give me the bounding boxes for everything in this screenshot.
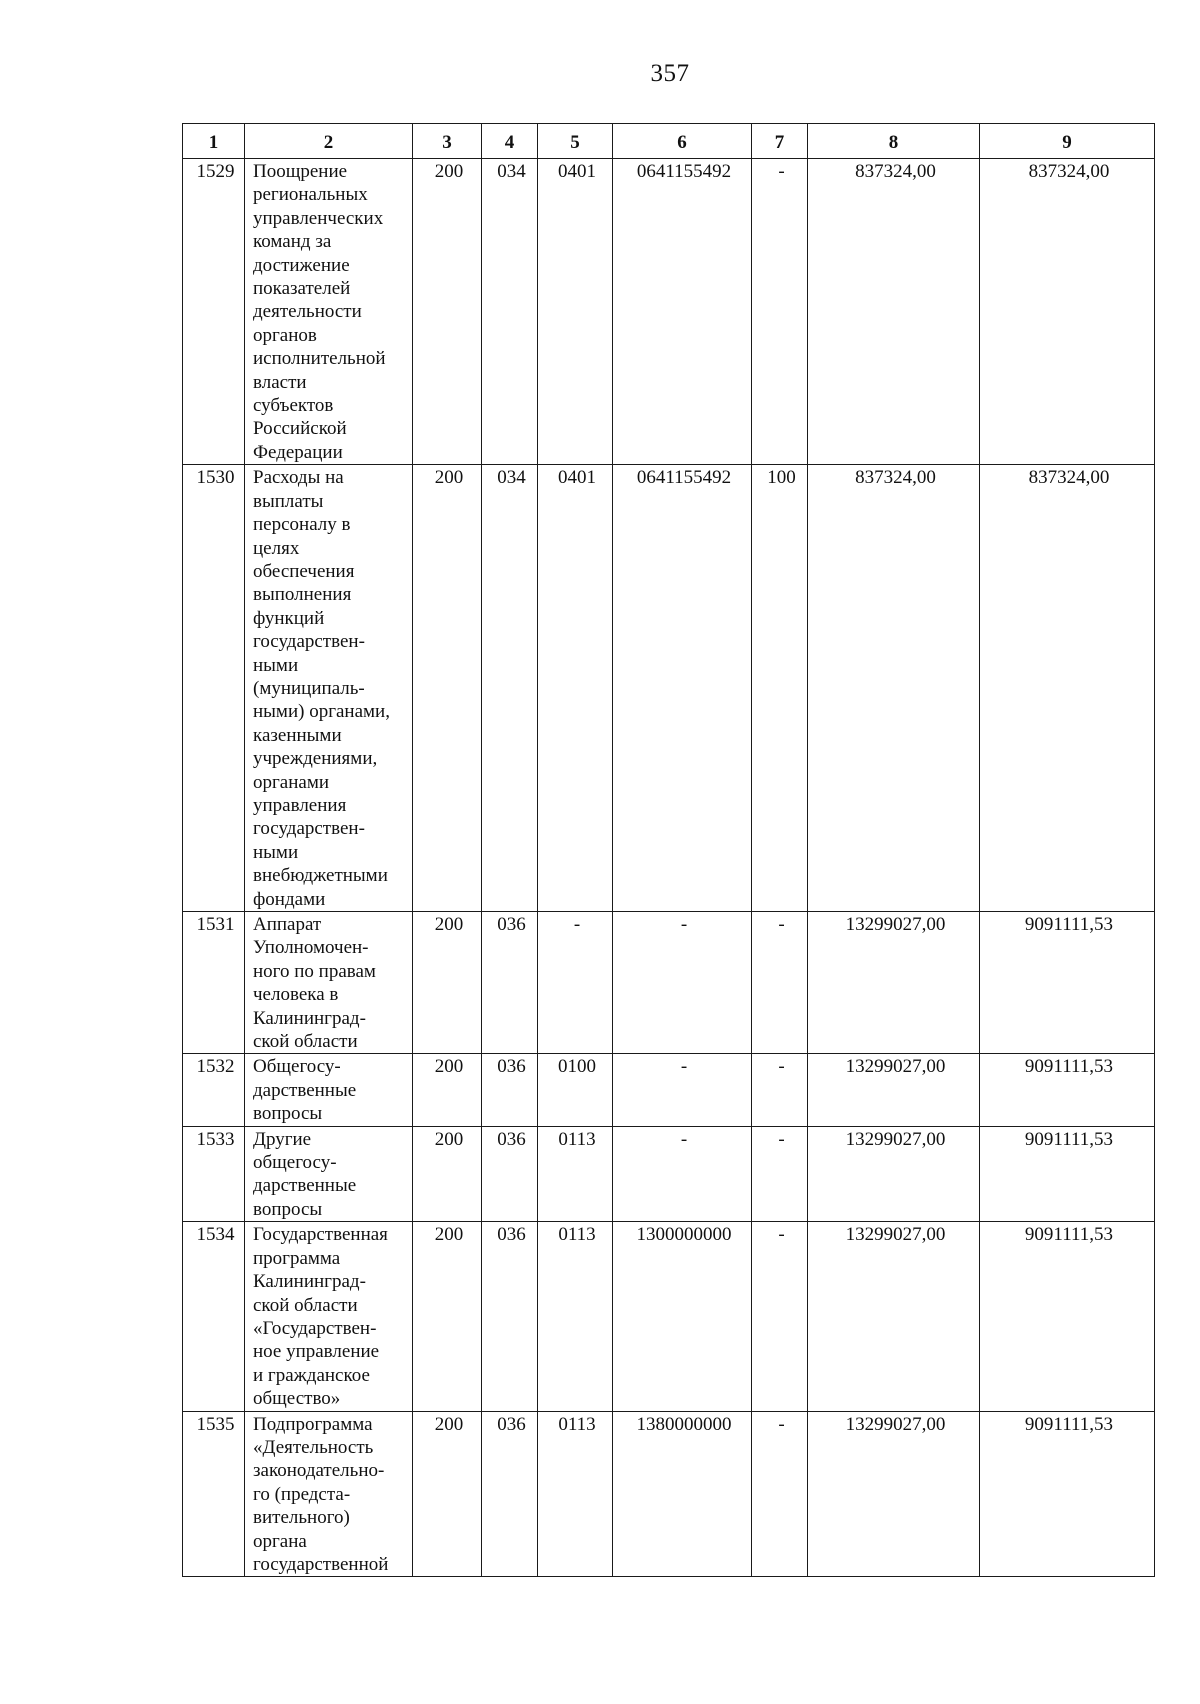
cell-col6: - xyxy=(613,1126,752,1222)
cell-col3: 200 xyxy=(413,159,482,465)
item-name-line: вительного) xyxy=(253,1507,350,1529)
item-name-line: вопросы xyxy=(253,1103,323,1125)
item-name-line: Уполномочен- xyxy=(253,937,369,959)
item-name-line: государствен- xyxy=(253,631,365,653)
cell-col5: 0113 xyxy=(538,1126,613,1222)
cell-col5: 0113 xyxy=(538,1222,613,1411)
cell-col3: 200 xyxy=(413,912,482,1054)
page-number: 357 xyxy=(650,60,690,87)
cell-col3: 200 xyxy=(413,465,482,912)
cell-col3: 200 xyxy=(413,1222,482,1411)
item-name-line: общегосу- xyxy=(253,1152,337,1174)
item-name-line: органов xyxy=(253,324,317,346)
item-name-line: персоналу в xyxy=(253,514,351,536)
amount-cell-col9: 9091111,53 xyxy=(980,1126,1155,1222)
item-name-line: Государственная xyxy=(253,1224,388,1246)
item-name-cell xyxy=(245,159,413,465)
item-name-line: управления xyxy=(253,794,347,816)
table-row xyxy=(183,465,1155,912)
column-header: 3 xyxy=(413,124,482,159)
cell-col6: 1300000000 xyxy=(613,1222,752,1411)
table-body xyxy=(183,159,1155,1577)
cell-col3: 200 xyxy=(413,1411,482,1577)
item-name-line: Федерации xyxy=(253,441,343,463)
item-name-cell xyxy=(245,1054,413,1126)
item-name-line: Калининград- xyxy=(253,1271,366,1293)
item-name-line: Аппарат xyxy=(253,914,322,935)
table-row xyxy=(183,159,1155,465)
item-name-line: выплаты xyxy=(253,490,324,512)
item-name-cell xyxy=(245,465,413,912)
item-name-line: Подпрограмма xyxy=(253,1413,373,1435)
amount-cell-col8: 13299027,00 xyxy=(808,912,980,1054)
cell-col3: 200 xyxy=(413,1054,482,1126)
amount-cell-col8: 13299027,00 xyxy=(808,1054,980,1126)
row-number-cell: 1530 xyxy=(183,465,245,912)
row-number-cell: 1533 xyxy=(183,1126,245,1222)
cell-col7: - xyxy=(752,912,808,1054)
item-name-line: деятельности xyxy=(253,301,362,323)
cell-col7: 100 xyxy=(752,465,808,912)
item-name-line: дарственные xyxy=(253,1079,357,1101)
cell-col6: - xyxy=(613,912,752,1054)
row-number-cell: 1529 xyxy=(183,159,245,465)
item-name-line: целях xyxy=(253,537,300,559)
item-name-line: дарственные xyxy=(253,1175,357,1197)
item-name-line: региональных xyxy=(253,184,368,206)
cell-col5: - xyxy=(538,912,613,1054)
item-name-line: Общегосу- xyxy=(253,1056,341,1078)
cell-col3: 200 xyxy=(413,1126,482,1222)
cell-col4: 034 xyxy=(482,465,538,912)
item-name-line: ными) органами, xyxy=(253,701,390,723)
column-header: 4 xyxy=(482,124,538,159)
amount-cell-col9: 9091111,53 xyxy=(980,1411,1155,1577)
item-name-line: человека в xyxy=(253,984,339,1006)
column-header: 9 xyxy=(980,124,1155,159)
column-header: 6 xyxy=(613,124,752,159)
amount-cell-col8: 13299027,00 xyxy=(808,1126,980,1222)
item-name-cell xyxy=(245,1411,413,1577)
cell-col5: 0401 xyxy=(538,159,613,465)
item-name-line: ской области xyxy=(253,1294,358,1316)
cell-col4: 036 xyxy=(482,1222,538,1411)
amount-cell-col8: 837324,00 xyxy=(808,465,980,912)
table-row xyxy=(183,912,1155,1054)
table-row xyxy=(183,1126,1155,1222)
item-name-line: ской области xyxy=(253,1031,358,1053)
item-name-line: органа xyxy=(253,1530,307,1552)
item-name-line: субъектов xyxy=(253,395,334,417)
amount-cell-col8: 13299027,00 xyxy=(808,1411,980,1577)
item-name-line: го (предста- xyxy=(253,1483,351,1505)
header-row xyxy=(183,124,1155,159)
column-header: 5 xyxy=(538,124,613,159)
item-name-line: показателей xyxy=(253,278,351,300)
item-name-line: выполнения xyxy=(253,584,352,606)
table-row xyxy=(183,1222,1155,1411)
cell-col4: 036 xyxy=(482,1054,538,1126)
item-name-line: законодательно- xyxy=(253,1460,385,1482)
row-number-cell: 1531 xyxy=(183,912,245,1054)
amount-cell-col8: 837324,00 xyxy=(808,159,980,465)
amount-cell-col9: 9091111,53 xyxy=(980,1054,1155,1126)
cell-col7: - xyxy=(752,159,808,465)
cell-col6: - xyxy=(613,1054,752,1126)
cell-col7: - xyxy=(752,1054,808,1126)
item-name-line: и гражданское xyxy=(253,1364,370,1386)
item-name-line: Российской xyxy=(253,418,347,440)
cell-col6: 1380000000 xyxy=(613,1411,752,1577)
item-name-line: Поощрение xyxy=(253,161,348,182)
row-number-cell: 1535 xyxy=(183,1411,245,1577)
cell-col5: 0113 xyxy=(538,1411,613,1577)
cell-col7: - xyxy=(752,1411,808,1577)
row-number-cell: 1534 xyxy=(183,1222,245,1411)
item-name-line: (муниципаль- xyxy=(253,677,365,699)
item-name-line: программа xyxy=(253,1247,341,1269)
item-name-line: государствен- xyxy=(253,818,365,840)
column-header: 2 xyxy=(245,124,413,159)
item-name-cell xyxy=(245,1126,413,1222)
item-name-cell xyxy=(245,1222,413,1411)
cell-col4: 036 xyxy=(482,1126,538,1222)
item-name-line: Калининград- xyxy=(253,1007,366,1029)
item-name-line: казенными xyxy=(253,724,342,746)
table-header xyxy=(183,124,1155,159)
item-name-line: «Государствен- xyxy=(253,1317,377,1339)
item-name-line: государственной xyxy=(253,1553,389,1575)
cell-col7: - xyxy=(752,1222,808,1411)
amount-cell-col9: 9091111,53 xyxy=(980,912,1155,1054)
item-name-line: вопросы xyxy=(253,1198,323,1220)
item-name-line: управленческих xyxy=(253,207,384,229)
column-header: 8 xyxy=(808,124,980,159)
table-row xyxy=(183,1411,1155,1577)
cell-col4: 036 xyxy=(482,1411,538,1577)
item-name-line: ное управление xyxy=(253,1341,380,1363)
amount-cell-col9: 837324,00 xyxy=(980,465,1155,912)
amount-cell-col9: 9091111,53 xyxy=(980,1222,1155,1411)
amount-cell-col9: 837324,00 xyxy=(980,159,1155,465)
cell-col4: 036 xyxy=(482,912,538,1054)
item-name-cell xyxy=(245,912,413,1054)
cell-col6: 0641155492 xyxy=(613,159,752,465)
item-name-line: фондами xyxy=(253,888,326,910)
budget-table xyxy=(182,123,1155,1577)
item-name-line: Расходы на xyxy=(253,467,344,489)
cell-col5: 0100 xyxy=(538,1054,613,1126)
item-name-line: «Деятельность xyxy=(253,1436,374,1458)
item-name-line: обеспечения xyxy=(253,560,355,582)
amount-cell-col8: 13299027,00 xyxy=(808,1222,980,1411)
cell-col5: 0401 xyxy=(538,465,613,912)
item-name-line: достижение xyxy=(253,254,350,276)
item-name-line: власти xyxy=(253,371,307,393)
item-name-line: общество» xyxy=(253,1388,341,1410)
table-row xyxy=(183,1054,1155,1126)
row-number-cell: 1532 xyxy=(183,1054,245,1126)
item-name-line: функций xyxy=(253,607,325,629)
item-name-line: исполнительной xyxy=(253,348,386,370)
item-name-line: Другие xyxy=(253,1128,312,1150)
item-name-line: ными xyxy=(253,841,299,863)
cell-col6: 0641155492 xyxy=(613,465,752,912)
item-name-line: ного по правам xyxy=(253,960,376,982)
item-name-line: внебюджетными xyxy=(253,865,388,887)
cell-col4: 034 xyxy=(482,159,538,465)
column-header: 1 xyxy=(183,124,245,159)
cell-col7: - xyxy=(752,1126,808,1222)
item-name-line: ными xyxy=(253,654,299,676)
item-name-line: команд за xyxy=(253,231,332,253)
item-name-line: учреждениями, xyxy=(253,748,378,770)
item-name-line: органами xyxy=(253,771,330,793)
column-header: 7 xyxy=(752,124,808,159)
